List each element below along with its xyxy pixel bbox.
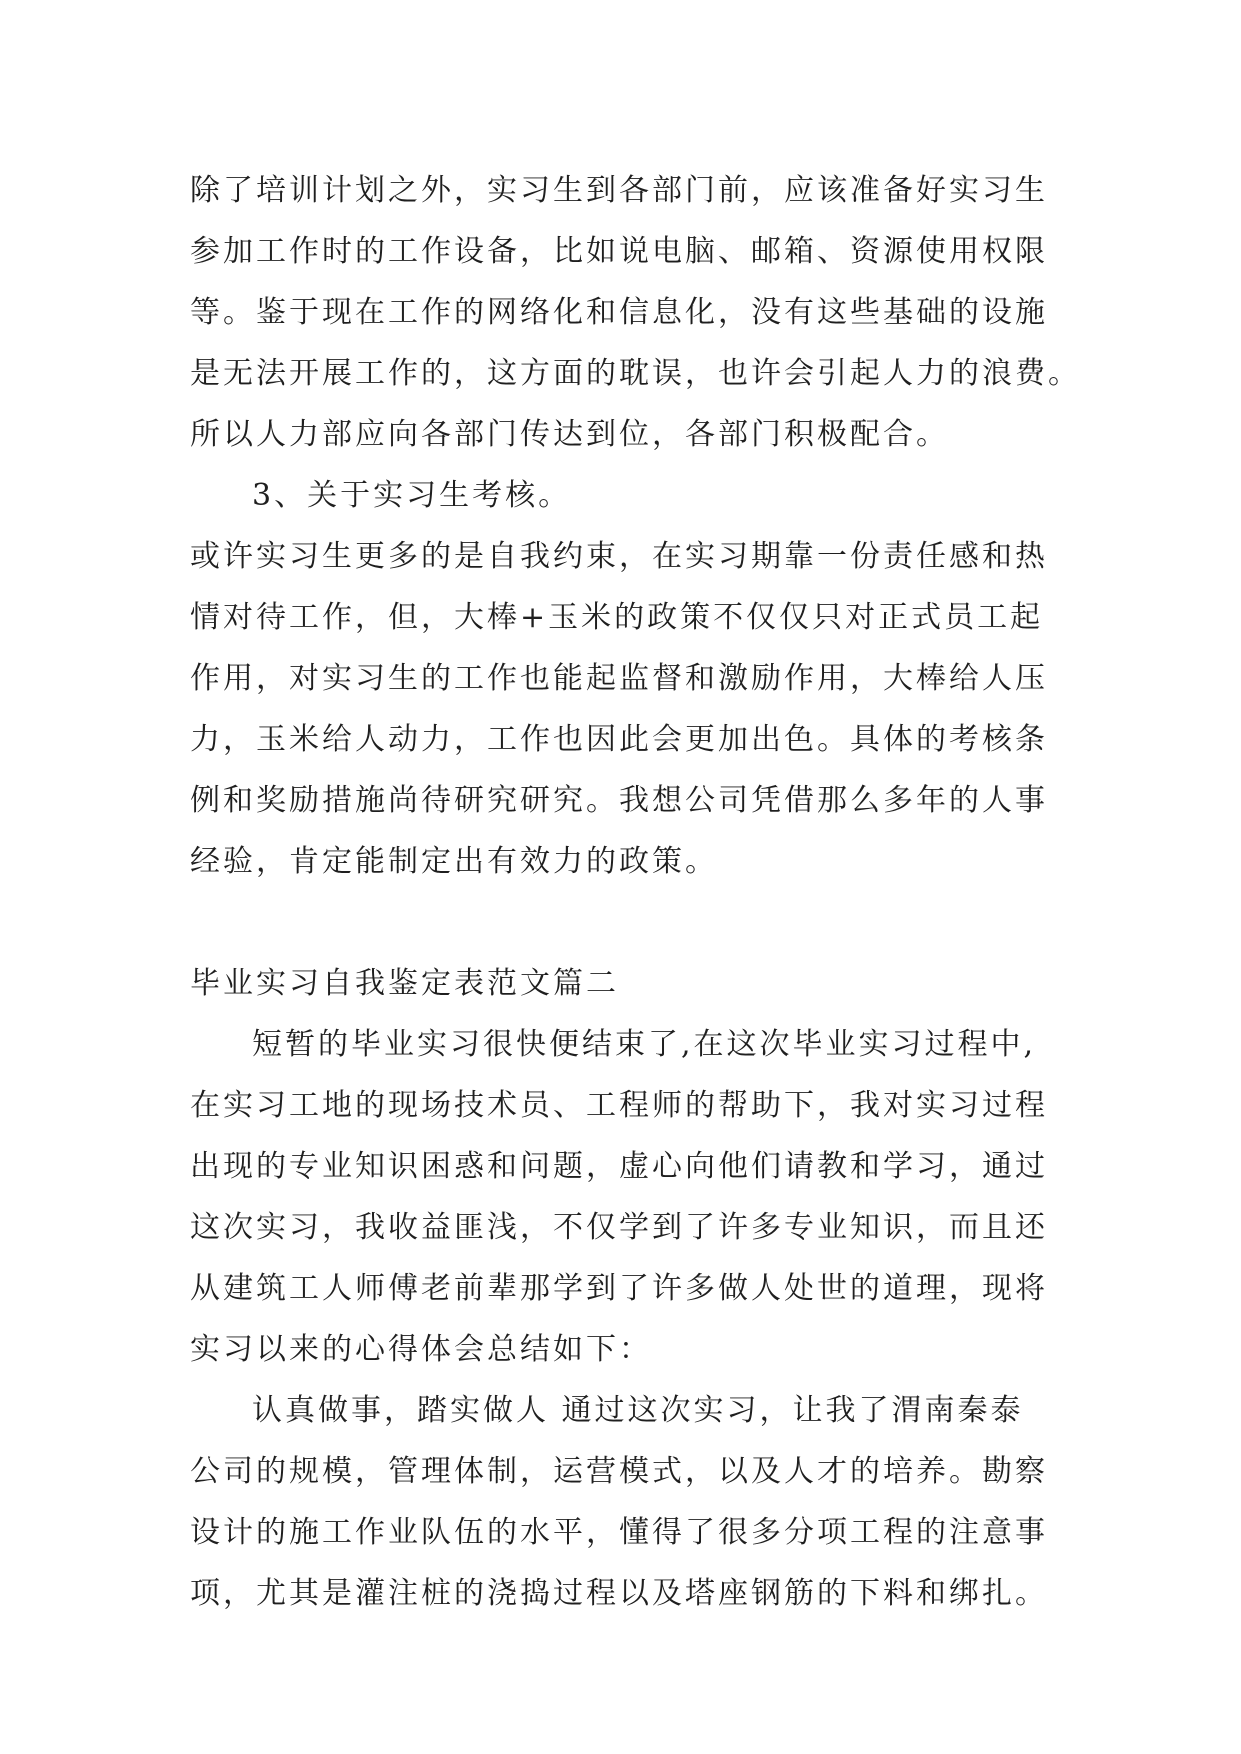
section-heading-assessment: 3、关于实习生考核。	[252, 478, 572, 513]
text-line: 例和奖励措施尚待研究研究。我想公司凭借那么多年的人事	[190, 783, 1048, 818]
blank-line	[190, 892, 1070, 953]
paragraph-equipment	[190, 160, 1081, 465]
text-line: 情对待工作，但，大棒+玉米的政策不仅仅只对正式员工起	[190, 600, 1044, 635]
paragraph-work-attitude	[190, 1380, 1070, 1624]
text-line: 这次实习，我收益匪浅，不仅学到了许多专业知识，而且还	[190, 1210, 1048, 1245]
text-line: 短暂的毕业实习很快便结束了,在这次毕业实习过程中,	[252, 1027, 1037, 1062]
document-body	[190, 160, 1081, 1624]
text-line: 公司的规模，管理体制，运营模式，以及人才的培养。勘察	[190, 1454, 1048, 1489]
text-line: 实习以来的心得体会总结如下：	[190, 1332, 652, 1367]
text-line: 力，玉米给人动力，工作也因此会更加出色。具体的考核条	[190, 722, 1048, 757]
paragraph-assessment	[190, 526, 1070, 892]
text-line: 除了培训计划之外，实习生到各部门前，应该准备好实习生	[190, 173, 1048, 208]
text-line: 项，尤其是灌注桩的浇捣过程以及塔座钢筋的下料和绑扎。	[190, 1576, 1048, 1611]
text-line: 所以人力部应向各部门传达到位，各部门积极配合。	[190, 417, 949, 452]
text-line: 是无法开展工作的，这方面的耽误，也许会引起人力的浪费。	[190, 356, 1081, 391]
text-line: 设计的施工作业队伍的水平，懂得了很多分项工程的注意事	[190, 1515, 1048, 1550]
paragraph-summary	[190, 1014, 1070, 1380]
text-line: 参加工作时的工作设备，比如说电脑、邮箱、资源使用权限	[190, 234, 1048, 269]
text-line: 经验，肯定能制定出有效力的政策。	[190, 844, 718, 879]
text-line: 出现的专业知识困惑和问题，虚心向他们请教和学习，通过	[190, 1149, 1048, 1184]
text-line: 或许实习生更多的是自我约束，在实习期靠一份责任感和热	[190, 539, 1048, 574]
text-line: 从建筑工人师傅老前辈那学到了许多做人处世的道理，现将	[190, 1271, 1048, 1306]
text-line: 等。鉴于现在工作的网络化和信息化，没有这些基础的设施	[190, 295, 1048, 330]
text-line: 作用，对实习生的工作也能起监督和激励作用，大棒给人压	[190, 661, 1048, 696]
article-title: 毕业实习自我鉴定表范文篇二	[190, 966, 619, 1001]
text-line: 在实习工地的现场技术员、工程师的帮助下，我对实习过程	[190, 1088, 1048, 1123]
text-line: 认真做事，踏实做人 通过这次实习，让我了渭南秦泰	[252, 1393, 1024, 1428]
